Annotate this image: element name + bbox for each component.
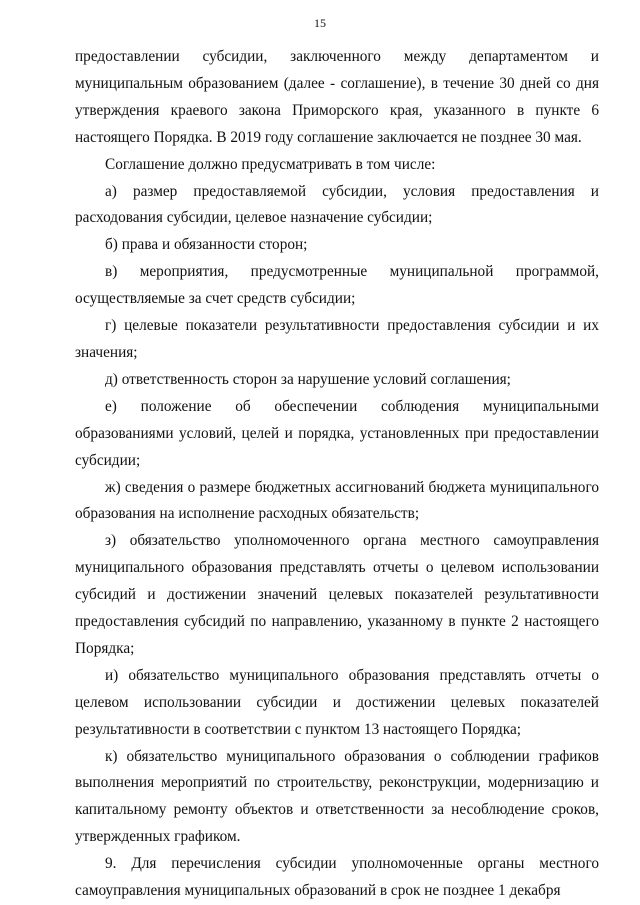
list-item-e: е) положение об обеспечении соблюдения муниципальными образованиями условий, целей и порядка, установленных при предоставлении субсидии; [75, 397, 599, 469]
list-item-z: з) обязательство уполномоченного органа местного самоуправления муниципального образования представлять отчеты о целевом использовании субсидий и достижении значений целевых показателей результативности предоставления субсидий по направлению, указанному в пункте 2 настоящего Порядка; [75, 532, 599, 657]
list-item-k: к) обязательство муниципального образования о соблюдении графиков выполнения мероприятий по строительству, реконструкции, модернизацию и капитальному ремонту объектов и ответственности за несоблюдение сроков, утвержденных графиком. [75, 747, 599, 846]
document-body [75, 44, 599, 905]
list-item-b: б) права и обязанности сторон; [105, 236, 308, 254]
list-item-a: а) размер предоставляемой субсидии, условия предоставления и расходования субсидии, целевое назначение субсидии; [75, 182, 599, 227]
list-item-d: д) ответственность сторон за нарушение условий соглашения; [105, 370, 511, 388]
list-item-zh: ж) сведения о размере бюджетных ассигнований бюджета муниципального образования на исполнение расходных обязательств; [75, 478, 599, 523]
paragraph-section-9: 9. Для перечисления субсидии уполномоченные органы местного самоуправления муниципальных образований в срок не позднее 1 декабря [75, 855, 599, 900]
paragraph-agreement-intro: Соглашение должно предусматривать в том числе: [105, 155, 436, 173]
list-item-g: г) целевые показатели результативности предоставления субсидии и их значения; [75, 317, 599, 361]
page-number: 15 [314, 16, 326, 30]
list-item-i: и) обязательство муниципального образования представлять отчеты о целевом использовании субсидии и достижении целевых показателей результативности в соответствии с пунктом 13 настоящего Порядка; [75, 666, 599, 738]
list-item-v: в) мероприятия, предусмотренные муниципальной программой, осуществляемые за счет средств субсидии; [75, 263, 599, 308]
paragraph-agreement-term: предоставлении субсидии, заключенного между департаментом и муниципальным образованием (далее - соглашение), в течение 30 дней со дня утверждения краевого закона Приморского края, указанного в пункте 6 настоящего Порядка. В 2019 году соглашение заключается не позднее 30 мая. [75, 48, 599, 146]
